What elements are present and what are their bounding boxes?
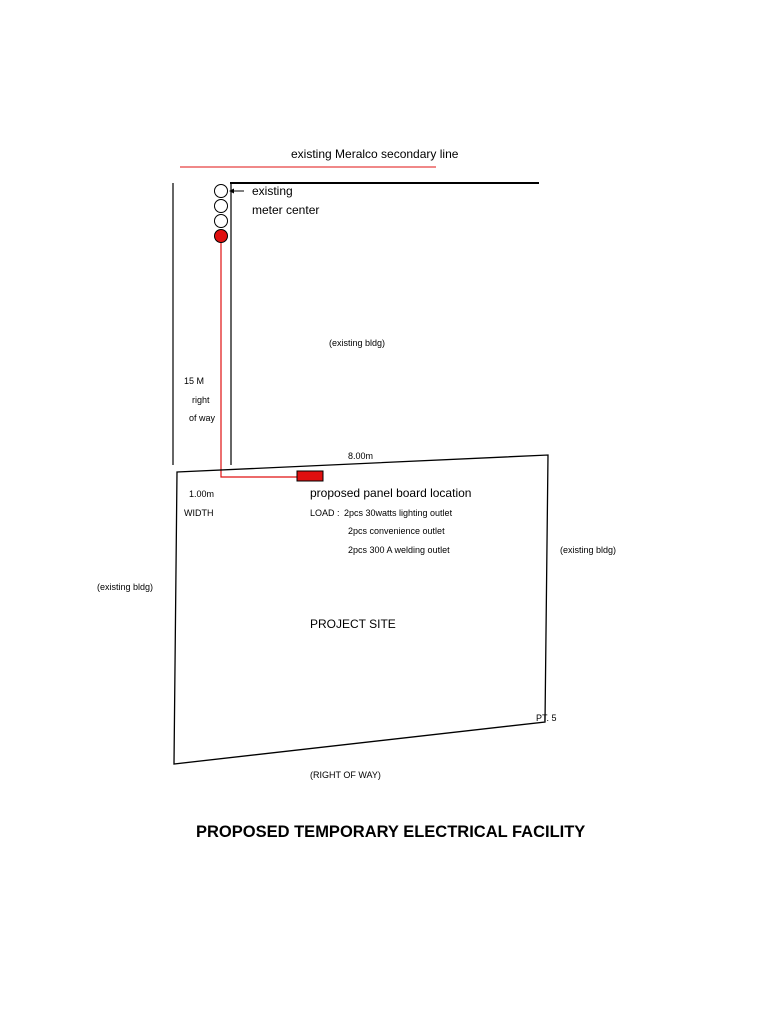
load-item: 2pcs 30watts lighting outlet: [344, 508, 453, 518]
new-meter-circle-icon: [215, 230, 228, 243]
service-line: [221, 243, 297, 477]
existing-bldg-left-label: (existing bldg): [97, 582, 154, 592]
existing-bldg-right-label: (existing bldg): [560, 545, 617, 555]
meter-circle-icon: [215, 215, 228, 228]
meter-center-label: meter center: [252, 203, 320, 217]
right-of-way-bottom-label: (RIGHT OF WAY): [310, 770, 381, 780]
dim-8m-label: 8.00m: [348, 451, 374, 461]
existing-bldg-top-label: (existing bldg): [329, 338, 386, 348]
row-of-way-label: of way: [189, 413, 216, 423]
panel-board-icon: [297, 471, 323, 481]
load-item: 2pcs 300 A welding outlet: [348, 545, 450, 555]
pt5-label: PT. 5: [536, 713, 557, 723]
row-15m-label: 15 M: [184, 376, 205, 386]
meter-circle-icon: [215, 185, 228, 198]
row-right-label: right: [192, 395, 210, 405]
existing-label: existing: [252, 184, 293, 198]
panel-location-label: proposed panel board location: [310, 486, 472, 500]
load-item: 2pcs convenience outlet: [348, 526, 445, 536]
page-title: PROPOSED TEMPORARY ELECTRICAL FACILITY: [196, 823, 586, 841]
dim-1m-label: 1.00m: [189, 489, 215, 499]
project-site-boundary: [174, 455, 548, 764]
meralco-line-label: existing Meralco secondary line: [291, 147, 459, 161]
meter-circle-icon: [215, 200, 228, 213]
width-label: WIDTH: [184, 508, 214, 518]
load-label: LOAD :: [310, 508, 340, 518]
project-site-label: PROJECT SITE: [310, 617, 396, 631]
